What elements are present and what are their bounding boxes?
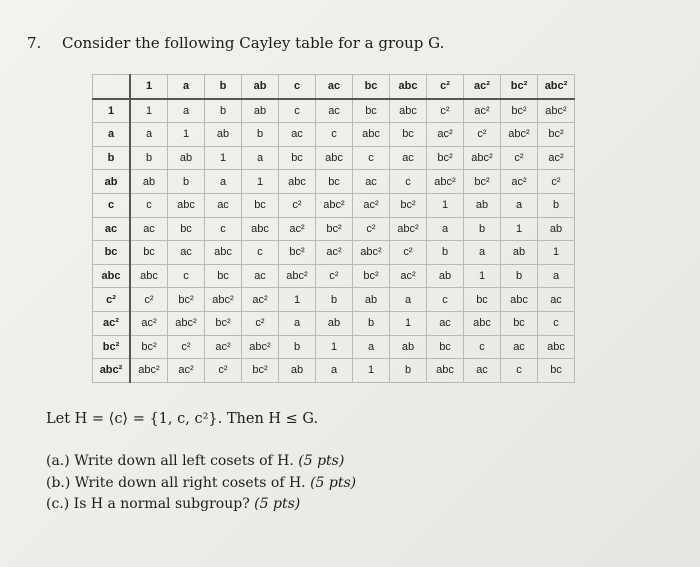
table-cell: 1 (427, 193, 464, 217)
table-cell: ac (316, 99, 353, 123)
table-cell: ac² (353, 193, 390, 217)
table-cell: ac² (390, 264, 427, 288)
part-a-text: Write down all left cosets of H. (74, 453, 294, 469)
table-cell: c (390, 170, 427, 194)
table-cell: ac (390, 146, 427, 170)
table-cell: ac (501, 335, 538, 359)
table-cell: ac² (242, 288, 279, 312)
part-c-label: (c.) (46, 496, 70, 512)
table-cell: ab (390, 335, 427, 359)
table-row (93, 241, 575, 265)
table-cell: c² (242, 311, 279, 335)
table-cell: abc² (464, 146, 501, 170)
table-cell: 1 (316, 335, 353, 359)
table-cell: ac (353, 170, 390, 194)
table-cell: ac² (464, 99, 501, 123)
table-cell: c² (168, 335, 205, 359)
subgroup-statement: Let H = ⟨c⟩ = {1, c, c²}. Then H ≤ G. (46, 411, 319, 427)
column-header: ac² (464, 75, 501, 99)
part-c-text: Is H a normal subgroup? (73, 496, 250, 512)
column-header: ab (242, 75, 279, 99)
part-c-points: (5 pts) (254, 496, 301, 512)
table-cell: abc² (168, 311, 205, 335)
table-cell: ab (538, 217, 575, 241)
table-cell: ac² (130, 311, 168, 335)
table-cell: bc² (168, 288, 205, 312)
table-cell: ab (353, 288, 390, 312)
table-cell: a (538, 264, 575, 288)
part-b-label: (b.) (46, 474, 71, 491)
table-cell: abc (316, 146, 353, 170)
row-header: a (93, 123, 131, 147)
table-cell: bc² (427, 146, 464, 170)
table-cell: abc (130, 264, 168, 288)
table-cell: 1 (205, 146, 242, 170)
table-cell: ac (168, 241, 205, 265)
table-cell: bc² (501, 99, 538, 123)
table-cell: abc² (353, 241, 390, 265)
table-cell: a (130, 123, 168, 147)
table-cell: c (427, 288, 464, 312)
table-cell: c² (353, 217, 390, 241)
table-cell: a (390, 288, 427, 312)
part-a (46, 451, 356, 473)
part-b-points: (5 pts) (310, 474, 357, 491)
column-header: ac (316, 75, 353, 99)
table-row (93, 170, 575, 194)
table-row (93, 335, 575, 359)
table-cell: a (501, 193, 538, 217)
table-cell: ac (538, 288, 575, 312)
table-cell: c² (501, 146, 538, 170)
table-cell: a (205, 170, 242, 194)
cayley-table-container (92, 74, 575, 383)
row-header: b (93, 146, 131, 170)
table-cell: c (279, 99, 316, 123)
column-header: bc (353, 75, 390, 99)
table-cell: ac (130, 217, 168, 241)
row-header: c (93, 193, 131, 217)
table-cell: abc (279, 170, 316, 194)
table-cell: 1 (501, 217, 538, 241)
table-cell: a (316, 359, 353, 383)
table-cell: c² (205, 359, 242, 383)
table-cell: a (279, 311, 316, 335)
table-cell: bc² (279, 241, 316, 265)
table-row (93, 99, 575, 123)
table-cell: abc (205, 241, 242, 265)
cayley-table (92, 74, 575, 383)
table-cell: c (464, 335, 501, 359)
table-cell: b (464, 217, 501, 241)
table-cell: ab (242, 99, 279, 123)
row-header: ac² (93, 311, 131, 335)
table-cell: abc² (316, 193, 353, 217)
table-cell: b (242, 123, 279, 147)
table-row (93, 359, 575, 383)
part-a-points: (5 pts) (298, 453, 345, 469)
table-cell: bc² (316, 217, 353, 241)
table-cell: 1 (390, 311, 427, 335)
part-c (46, 494, 356, 516)
column-header: c (279, 75, 316, 99)
table-cell: b (130, 146, 168, 170)
table-cell: a (427, 217, 464, 241)
table-cell: b (501, 264, 538, 288)
table-cell: ac (279, 123, 316, 147)
table-row (93, 193, 575, 217)
table-cell: c² (464, 123, 501, 147)
table-cell: ac (205, 193, 242, 217)
table-cell: ab (464, 193, 501, 217)
question-parts (46, 451, 356, 516)
table-cell: 1 (168, 123, 205, 147)
table-cell: abc (390, 99, 427, 123)
table-cell: bc (130, 241, 168, 265)
table-cell: abc² (130, 359, 168, 383)
table-cell: ac (464, 359, 501, 383)
table-corner-cell (93, 75, 131, 99)
table-cell: b (390, 359, 427, 383)
column-header: abc (390, 75, 427, 99)
table-cell: abc (464, 311, 501, 335)
table-cell: 1 (353, 359, 390, 383)
row-header: abc (93, 264, 131, 288)
table-cell: a (168, 99, 205, 123)
table-cell: a (464, 241, 501, 265)
table-cell: c (538, 311, 575, 335)
row-header: bc (93, 241, 131, 265)
table-cell: b (205, 99, 242, 123)
part-b (46, 473, 356, 495)
table-cell: 1 (242, 170, 279, 194)
table-cell: bc² (538, 123, 575, 147)
table-cell: bc (464, 288, 501, 312)
column-header: bc² (501, 75, 538, 99)
row-header: bc² (93, 335, 131, 359)
column-header: a (168, 75, 205, 99)
table-row (93, 123, 575, 147)
table-cell: ab (130, 170, 168, 194)
table-cell: ac² (427, 123, 464, 147)
table-cell: ab (316, 311, 353, 335)
table-cell: abc (242, 217, 279, 241)
column-header: abc² (538, 75, 575, 99)
table-cell: b (427, 241, 464, 265)
table-cell: b (279, 335, 316, 359)
table-cell: ab (205, 123, 242, 147)
table-cell: abc² (279, 264, 316, 288)
table-cell: abc² (427, 170, 464, 194)
column-header: b (205, 75, 242, 99)
table-cell: 1 (130, 99, 168, 123)
table-cell: ac² (279, 217, 316, 241)
table-cell: b (538, 193, 575, 217)
table-cell: bc (501, 311, 538, 335)
table-cell: abc (538, 335, 575, 359)
table-cell: c (130, 193, 168, 217)
table-cell: ac² (316, 241, 353, 265)
table-cell: c² (130, 288, 168, 312)
question-text: Consider the following Cayley table for a group G. (62, 34, 445, 52)
part-b-text: Write down all right cosets of H. (74, 474, 306, 491)
table-cell: bc² (353, 264, 390, 288)
table-cell: b (168, 170, 205, 194)
table-cell: c (205, 217, 242, 241)
table-cell: bc² (205, 311, 242, 335)
table-row (93, 217, 575, 241)
table-cell: b (353, 311, 390, 335)
table-cell: abc² (501, 123, 538, 147)
table-cell: c² (279, 193, 316, 217)
row-header: c² (93, 288, 131, 312)
table-cell: bc (205, 264, 242, 288)
row-header: ab (93, 170, 131, 194)
table-cell: bc (316, 170, 353, 194)
table-cell: bc (427, 335, 464, 359)
table-cell: ab (427, 264, 464, 288)
table-cell: bc (353, 99, 390, 123)
table-cell: bc (279, 146, 316, 170)
table-cell: bc² (242, 359, 279, 383)
table-cell: ab (501, 241, 538, 265)
row-header: ac (93, 217, 131, 241)
table-cell: bc (390, 123, 427, 147)
table-cell: bc² (390, 193, 427, 217)
table-cell: ac (242, 264, 279, 288)
table-cell: bc² (464, 170, 501, 194)
table-row (93, 311, 575, 335)
table-cell: ac² (205, 335, 242, 359)
table-cell: abc² (390, 217, 427, 241)
part-a-label: (a.) (46, 453, 70, 469)
table-cell: a (353, 335, 390, 359)
table-row (93, 264, 575, 288)
table-cell: c² (427, 99, 464, 123)
table-cell: ac² (501, 170, 538, 194)
table-cell: ab (279, 359, 316, 383)
table-cell: bc (168, 217, 205, 241)
question-number: 7. (27, 34, 42, 52)
table-cell: bc² (130, 335, 168, 359)
column-header: 1 (130, 75, 168, 99)
table-cell: c (316, 123, 353, 147)
table-cell: ac (427, 311, 464, 335)
table-header-row (93, 75, 575, 99)
table-cell: abc (168, 193, 205, 217)
table-cell: b (316, 288, 353, 312)
table-cell: c² (390, 241, 427, 265)
table-cell: 1 (279, 288, 316, 312)
table-cell: a (242, 146, 279, 170)
table-cell: c² (316, 264, 353, 288)
table-cell: c (242, 241, 279, 265)
table-cell: c (353, 146, 390, 170)
table-cell: abc (353, 123, 390, 147)
table-cell: 1 (464, 264, 501, 288)
column-header: c² (427, 75, 464, 99)
row-header: abc² (93, 359, 131, 383)
table-cell: abc (501, 288, 538, 312)
table-cell: bc (538, 359, 575, 383)
table-cell: abc² (538, 99, 575, 123)
table-cell: ac² (538, 146, 575, 170)
table-cell: abc (427, 359, 464, 383)
row-header: 1 (93, 99, 131, 123)
table-cell: c (168, 264, 205, 288)
table-row (93, 288, 575, 312)
table-cell: bc (242, 193, 279, 217)
table-cell: c² (538, 170, 575, 194)
table-cell: abc² (242, 335, 279, 359)
table-cell: 1 (538, 241, 575, 265)
table-cell: c (501, 359, 538, 383)
table-cell: ab (168, 146, 205, 170)
table-row (93, 146, 575, 170)
table-cell: ac² (168, 359, 205, 383)
table-cell: abc² (205, 288, 242, 312)
